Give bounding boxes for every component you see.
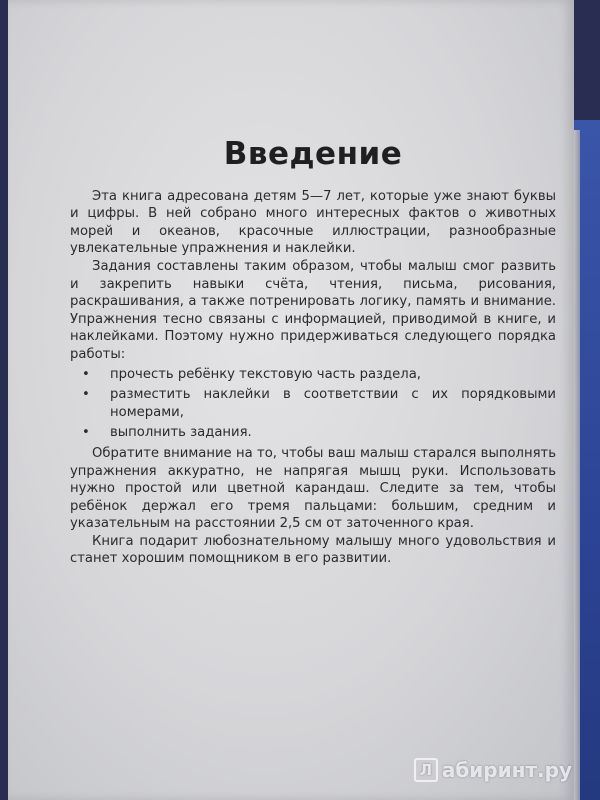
bullet-marker: •: [82, 366, 90, 382]
work-order-list: [70, 366, 556, 442]
list-item: [70, 366, 556, 384]
bullet-marker: •: [82, 425, 90, 441]
list-item: [70, 386, 556, 421]
labirint-logo-icon: Л: [414, 758, 438, 782]
paragraph-intro: Эта книга адресована детям 5—7 лет, которые уже знают буквы и цифры. В ней собрано много интересных фактов о животных морей и океанов, красочные иллюстрации, разнообразные увлекательные упражнения и наклейки.: [70, 188, 556, 257]
list-item: [70, 424, 556, 442]
list-item-text: прочесть ребёнку текстовую часть раздела,: [110, 366, 421, 382]
watermark-text: абиринт.ру: [441, 758, 572, 782]
paragraph-closing: Книга подарит любознательному малышу много удовольствия и станет хорошим помощником в его развитии.: [70, 533, 556, 567]
page-content: [70, 136, 556, 568]
paragraph-advice: Обратите внимание на то, чтобы ваш малыш старался выполнять упражнения аккуратно, не напрягая мышц руки. Использовать нужно простой или цветной карандаш. Следите за тем, чтобы ребёнок держал его тремя пальцами: большим, средним и указательным на расстоянии 2,5 см от заточенного края.: [70, 445, 556, 532]
paragraph-tasks: Задания составлены таким образом, чтобы малыш смог развить и закрепить навыки счёта, чтения, письма, рисования, раскрашивания, а также потренировать логику, память и внимание. Упражнения тесно связаны с информацией, приводимой в книге, и наклейками. Поэтому нужно придерживаться следующего порядка работы:: [70, 258, 556, 362]
book-page: [8, 0, 574, 800]
list-item-text: выполнить задания.: [110, 425, 252, 441]
page-title: Введение: [223, 136, 403, 172]
page-stack-edge: [574, 130, 580, 800]
list-item-text: разместить наклейки в соответствии с их порядковыми номерами,: [110, 387, 556, 420]
labirint-watermark: [414, 758, 572, 782]
bullet-marker: •: [82, 387, 90, 403]
